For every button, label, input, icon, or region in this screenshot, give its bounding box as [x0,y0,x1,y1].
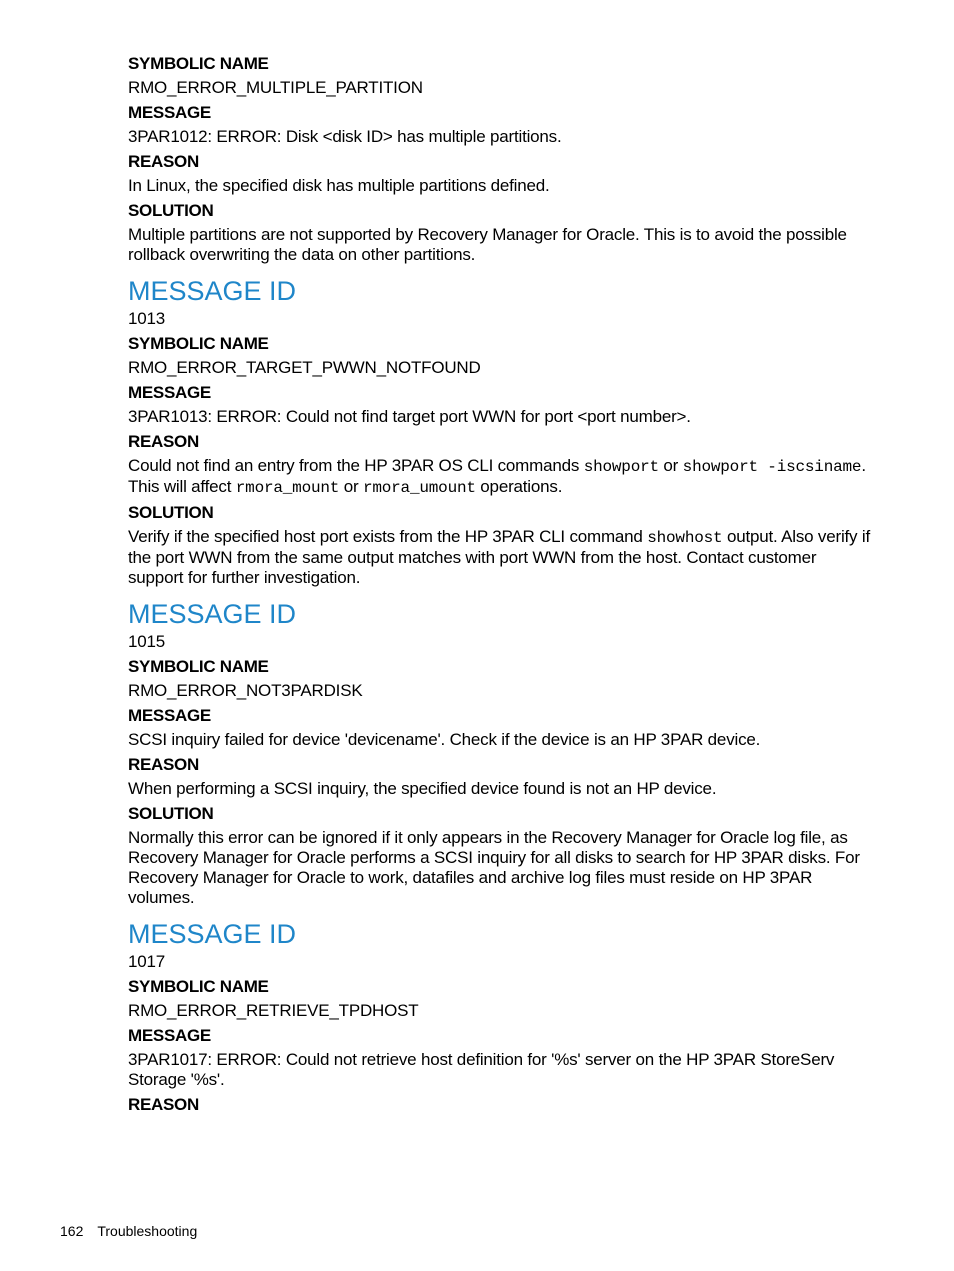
message-value: 3PAR1017: ERROR: Could not retrieve host definition for '%s' server on the HP 3PAR StoreServ Storage '%s'. [128,1050,835,1089]
message-label: MESSAGE [128,706,211,725]
message-id-heading: MESSAGE ID [128,599,297,629]
reason-text-5: operations. [475,477,563,496]
symbolic-name-value: RMO_ERROR_NOT3PARDISK [128,681,363,700]
symbolic-name-label: SYMBOLIC NAME [128,977,269,996]
message-entry-1015 [128,598,873,908]
reason-text-2: or [658,456,683,475]
solution-value: Normally this error can be ignored if it only appears in the Recovery Manager for Oracle log file, as Recovery Manager for Oracle performs a SCSI inquiry for all disks to search for HP 3PAR disks. For Recovery Manager for Oracle to work, datafiles and archive log files must reside on HP 3PAR volumes. [128,828,860,907]
reason-text-1: Could not find an entry from the HP 3PAR OS CLI commands [128,456,584,475]
message-label: MESSAGE [128,383,211,402]
message-id-value: 1017 [128,952,166,971]
code-showport-iscsiname: showport -iscsiname [682,458,862,476]
reason-label: REASON [128,432,199,451]
solution-label: SOLUTION [128,201,214,220]
code-rmora-mount: rmora_mount [235,479,340,497]
reason-label: REASON [128,755,199,774]
page-footer [60,1222,211,1240]
message-entry-1017 [128,918,873,1115]
message-id-value: 1015 [128,632,166,651]
symbolic-name-value: RMO_ERROR_MULTIPLE_PARTITION [128,78,423,97]
message-id-value: 1013 [128,309,166,328]
reason-label: REASON [128,1095,199,1114]
solution-label: SOLUTION [128,804,214,823]
page-content [128,54,873,1115]
message-value: 3PAR1013: ERROR: Could not find target port WWN for port <port number>. [128,407,691,426]
page-number: 162 [60,1223,84,1239]
reason-text-3: . This will affect [128,456,866,496]
reason-value [128,456,873,498]
message-label: MESSAGE [128,1026,211,1045]
message-label: MESSAGE [128,103,211,122]
message-value: 3PAR1012: ERROR: Disk <disk ID> has multiple partitions. [128,127,562,146]
reason-label: REASON [128,152,199,171]
message-entry-1012 [128,54,873,265]
reason-value: In Linux, the specified disk has multiple partitions defined. [128,176,550,195]
solution-text-1: Verify if the specified host port exists from the HP 3PAR CLI command [128,527,648,546]
symbolic-name-label: SYMBOLIC NAME [128,54,269,73]
solution-text-2: output. Also verify if the port WWN from the same output matches with port WWN from the host. Contact customer support for further investigation. [128,527,870,587]
reason-value: When performing a SCSI inquiry, the specified device found is not an HP device. [128,779,717,798]
symbolic-name-value: RMO_ERROR_RETRIEVE_TPDHOST [128,1001,419,1020]
reason-text-4: or [339,477,363,496]
symbolic-name-value: RMO_ERROR_TARGET_PWWN_NOTFOUND [128,358,481,377]
code-showport: showport [583,458,659,476]
solution-label: SOLUTION [128,503,214,522]
message-value: SCSI inquiry failed for device 'devicename'. Check if the device is an HP 3PAR device. [128,730,761,749]
symbolic-name-label: SYMBOLIC NAME [128,657,269,676]
solution-value [128,527,873,588]
code-rmora-umount: rmora_umount [362,479,476,497]
section-title: Troubleshooting [97,1223,198,1239]
message-entry-1013 [128,275,873,588]
symbolic-name-label: SYMBOLIC NAME [128,334,269,353]
message-id-heading: MESSAGE ID [128,919,297,949]
code-showhost: showhost [647,529,723,547]
solution-value: Multiple partitions are not supported by Recovery Manager for Oracle. This is to avoid the possible rollback overwriting the data on other partitions. [128,225,847,264]
message-id-heading: MESSAGE ID [128,276,297,306]
